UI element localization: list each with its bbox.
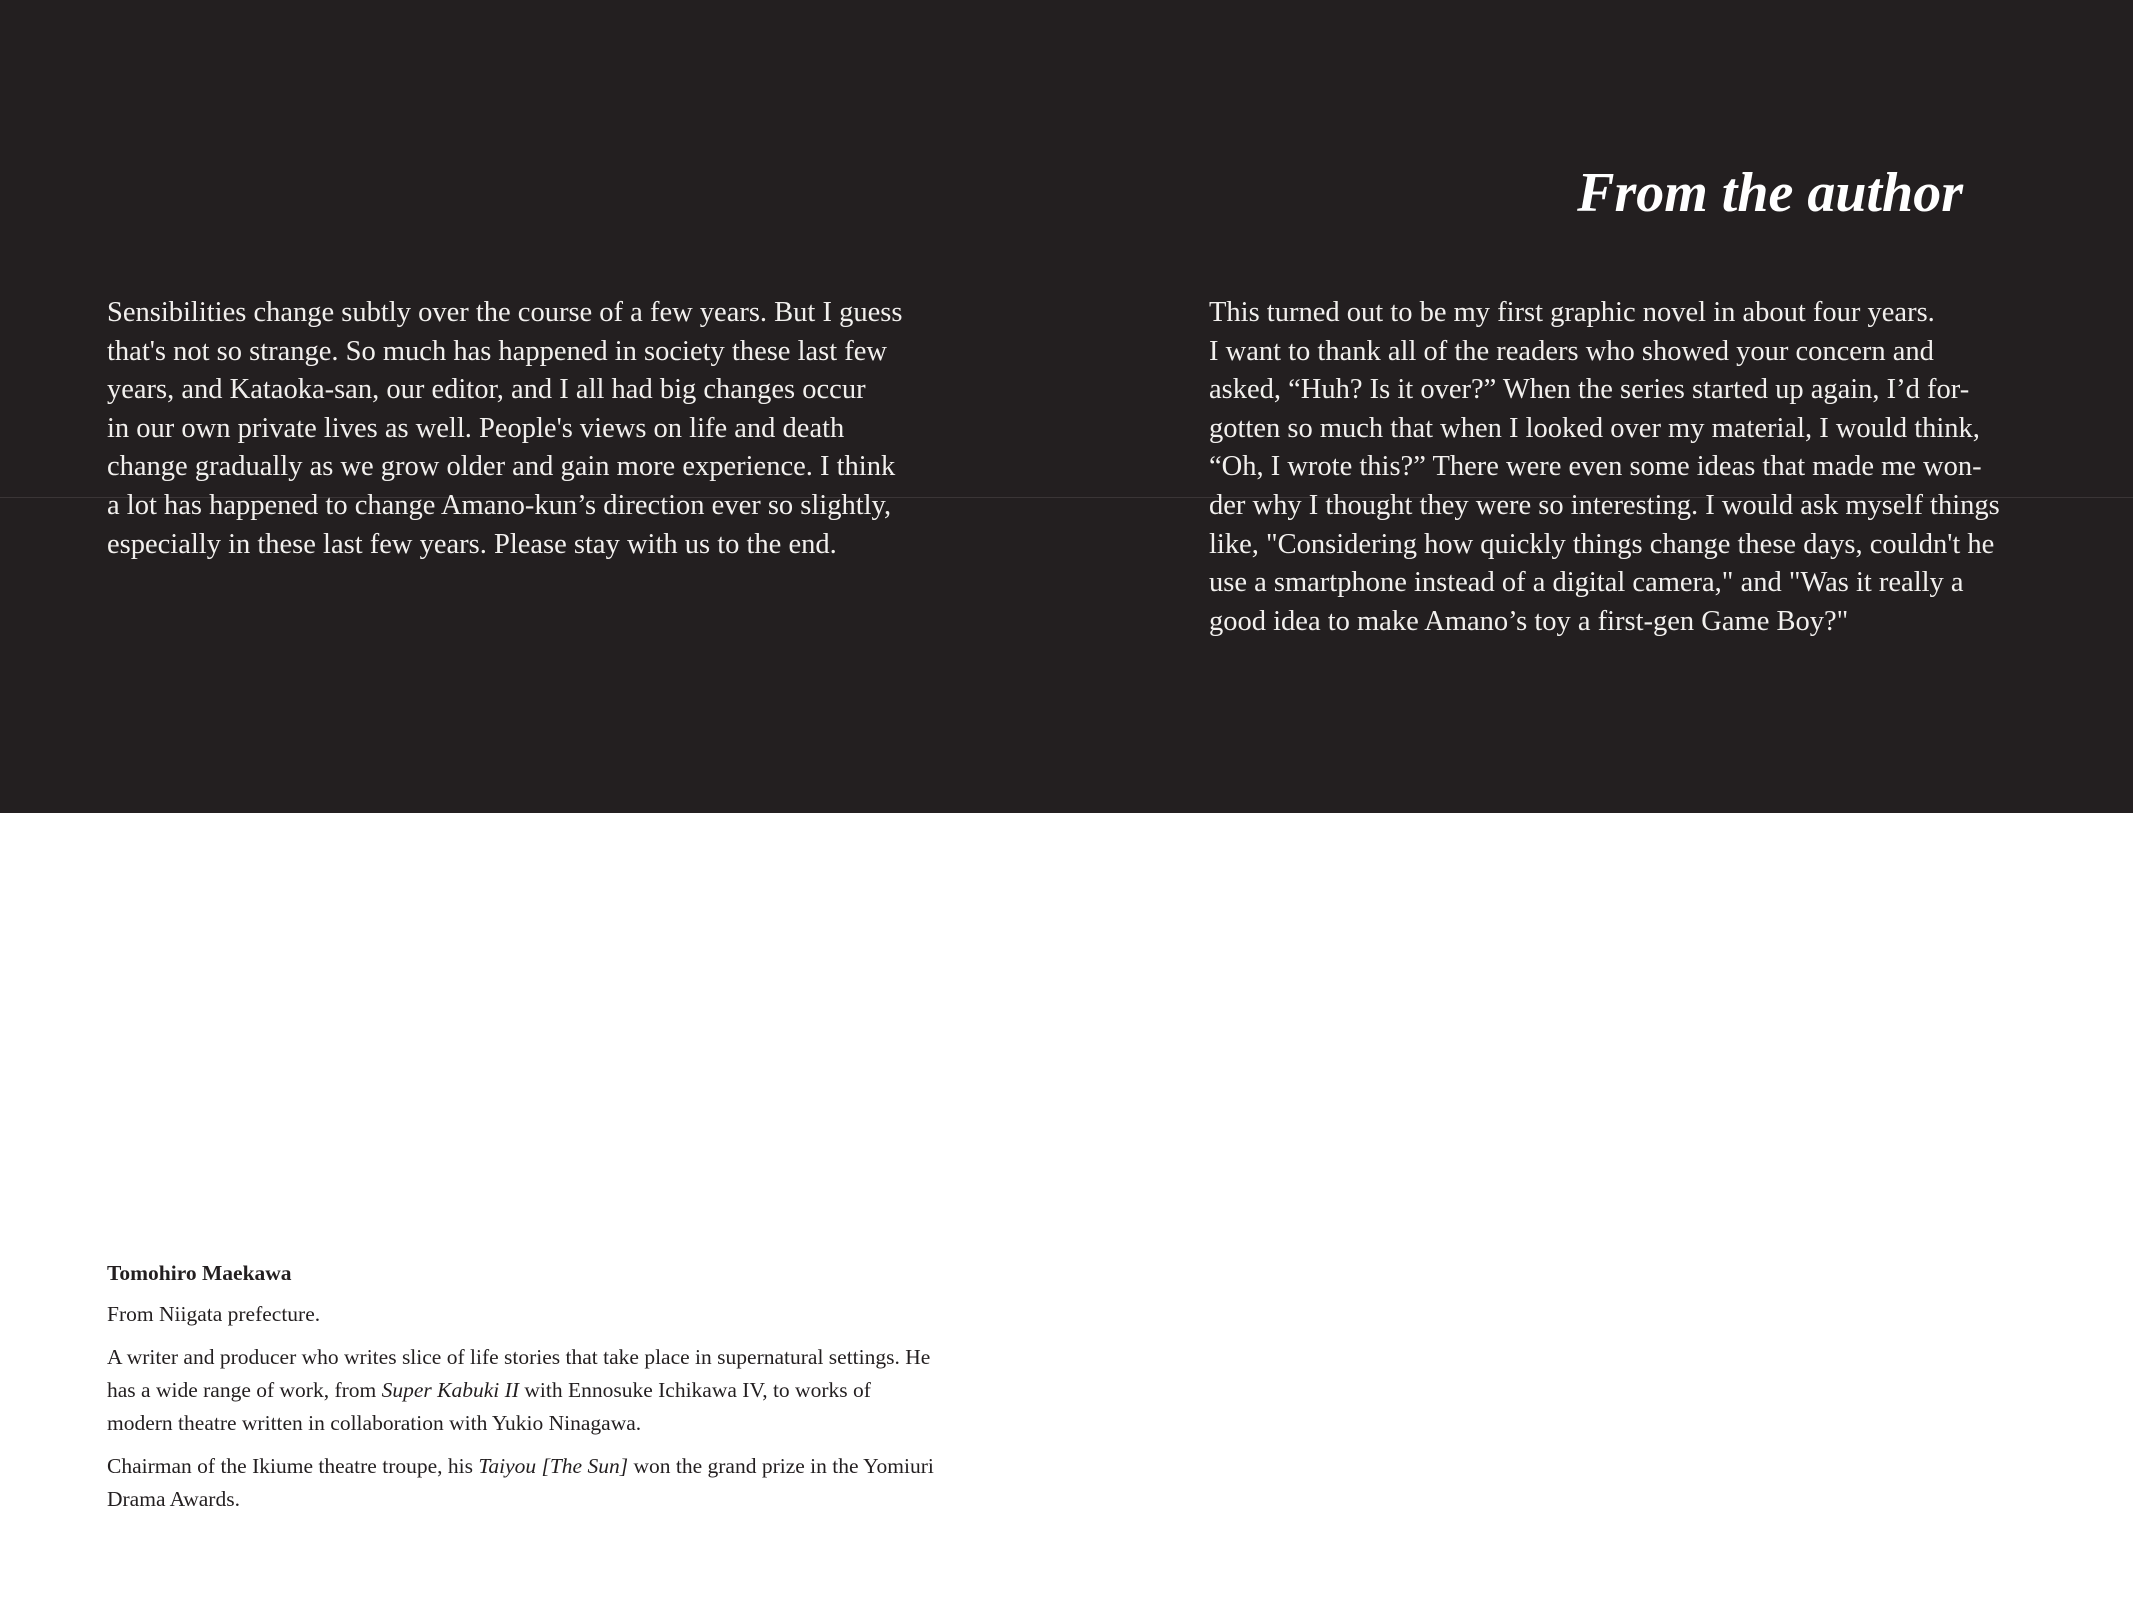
text-line: der why I thought they were so interesting. I would ask myself things xyxy=(1209,489,2000,521)
text-line: change gradually as we grow older and gain more experience. I think xyxy=(107,451,896,483)
text-line: use a smartphone instead of a digital camera," and "Was it really a xyxy=(1209,567,1964,599)
text-line: good idea to make Amano’s toy a first-gen Game Boy?" xyxy=(1209,605,1849,637)
text-line: like, "Considering how quickly things change these days, couldn't he xyxy=(1209,528,1995,560)
text-line: gotten so much that when I looked over my material, I would think, xyxy=(1209,412,1980,444)
text-line: asked, “Huh? Is it over?” When the series started up again, I’d for- xyxy=(1209,374,1970,406)
left-column-text xyxy=(107,294,947,564)
author-name: Tomohiro Maekawa xyxy=(107,1261,292,1285)
text-line: a lot has happened to change Amano-kun’s direction ever so slightly, xyxy=(107,489,892,521)
right-column-text xyxy=(1209,294,2089,641)
work-title: Super Kabuki II xyxy=(381,1378,519,1402)
bio-text: A writer and producer who writes slice of life stories that take place in supernatural settings. He has a wide range of work, from xyxy=(107,1345,931,1402)
author-origin: From Niigata prefecture. xyxy=(107,1302,321,1326)
bio-paragraph xyxy=(107,1341,937,1440)
bio-text: won the grand prize in the Yomiuri Drama Awards. xyxy=(107,1454,934,1511)
text-line: especially in these last few years. Please stay with us to the end. xyxy=(107,528,837,560)
text-line: This turned out to be my first graphic novel in about four years. xyxy=(1209,297,1935,328)
page-title: From the author xyxy=(1577,162,1963,224)
text-line: Sensibilities change subtly over the course of a few years. But I guess xyxy=(107,297,903,328)
text-line: in our own private lives as well. People's views on life and death xyxy=(107,412,845,444)
text-line: that's not so strange. So much has happened in society these last few xyxy=(107,335,888,367)
bio-text: with Ennosuke Ichikawa IV, to works of modern theatre written in collaboration with Yukio Ninagawa. xyxy=(107,1378,871,1435)
text-line: “Oh, I wrote this?” There were even some ideas that made me won- xyxy=(1209,451,1982,483)
work-title: Taiyou [The Sun] xyxy=(478,1454,629,1478)
author-bio xyxy=(107,1257,937,1526)
text-line: years, and Kataoka-san, our editor, and I all had big changes occur xyxy=(107,374,866,406)
bio-paragraph xyxy=(107,1450,937,1516)
bio-text: Chairman of the Ikiume theatre troupe, his xyxy=(107,1454,479,1478)
text-line: I want to thank all of the readers who showed your concern and xyxy=(1209,335,1934,367)
